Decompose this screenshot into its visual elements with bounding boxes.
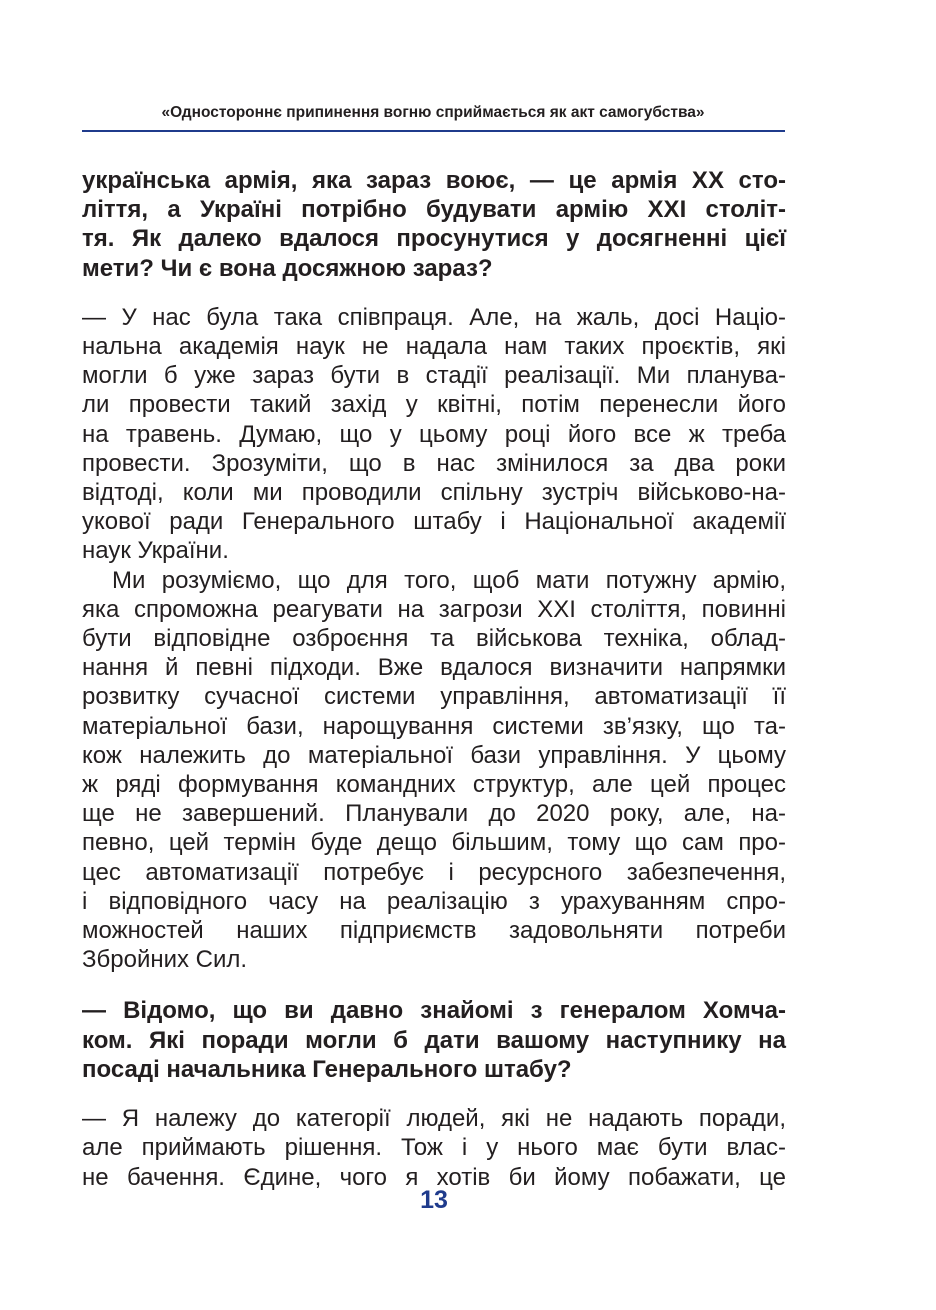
text-line: Збройних Сил. <box>82 946 248 974</box>
question-2 <box>82 996 786 1084</box>
text-line: цес автоматизації потребує і ресурсного забезпечення, <box>82 858 786 886</box>
text-line: ком. Які поради могли б дати вашому наступнику на <box>82 1026 786 1054</box>
question-1 <box>82 166 786 283</box>
text-line: нання й певні підходи. Вже вдалося визначити напрямки <box>82 654 786 682</box>
text-line: і відповідного часу на реалізацію з урахуванням спро- <box>82 887 786 915</box>
text-line: наук України. <box>82 537 229 565</box>
text-line: але приймають рішення. Тож і у нього має бути влас- <box>82 1134 786 1162</box>
text-line: — Відомо, що ви давно знайомі з генералом Хомча- <box>82 997 786 1025</box>
answer-1-paragraph-1 <box>82 303 786 566</box>
text-line: укової ради Генерального штабу і Національної академії <box>82 508 786 536</box>
paragraph-gap <box>82 974 786 996</box>
text-line: певно, цей термін буде дещо більшим, тому що сам про- <box>82 829 786 857</box>
text-line: відтоді, коли ми проводили спільну зустріч військово-на- <box>82 479 786 507</box>
text-line: ли провести такий захід у квітні, потім перенесли його <box>82 391 786 419</box>
text-line: посаді начальника Генерального штабу? <box>82 1055 572 1083</box>
text-line: нальна академія наук не надала нам таких проєктів, які <box>82 333 786 361</box>
text-line: могли б уже зараз бути в стадії реалізації. Ми планува- <box>82 362 786 390</box>
answer-2 <box>82 1104 786 1192</box>
page-number: 13 <box>420 1186 448 1214</box>
paragraph-gap <box>82 283 786 303</box>
paragraph-gap <box>82 1084 786 1104</box>
text-line: ліття, а Україні потрібно будувати армію XXI століт- <box>82 196 786 224</box>
text-line: не бачення. Єдине, чого я хотів би йому побажати, це <box>82 1163 786 1191</box>
article-body <box>82 166 786 1192</box>
answer-1-paragraph-2 <box>82 566 786 975</box>
text-line: українська армія, яка зараз воює, — це армія XX сто- <box>82 167 786 194</box>
header-rule <box>82 130 785 132</box>
text-line: тя. Як далеко вдалося просунутися у досягненні цієї <box>82 225 786 253</box>
text-line: матеріальної бази, нарощування системи зв’язку, що та- <box>82 712 786 740</box>
text-line: — Я належу до категорії людей, які не надають поради, <box>82 1105 786 1133</box>
text-line: — У нас була така співпраця. Але, на жаль, досі Націо- <box>82 303 786 331</box>
text-line: бути відповідне озброєння та військова техніка, облад- <box>82 625 786 653</box>
text-line: розвитку сучасної системи управління, автоматизації її <box>82 683 786 711</box>
text-line: яка спроможна реагувати на загрози XXI століття, повинні <box>82 595 786 623</box>
text-line: кож належить до матеріальної бази управління. У цьому <box>82 741 786 769</box>
text-line: мети? Чи є вона досяжною зараз? <box>82 254 493 282</box>
running-head: «Одностороннє припинення вогню сприймається як акт самогубства» <box>161 104 705 121</box>
text-line: провести. Зрозуміти, що в нас змінилося за два роки <box>82 449 786 477</box>
text-line: Ми розуміємо, що для того, щоб мати потужну армію, <box>112 566 786 594</box>
text-line: на травень. Думаю, що у цьому році його все ж треба <box>82 420 786 448</box>
text-line: ж ряді формування командних структур, але цей процес <box>82 771 786 799</box>
text-line: можностей наших підприємств задовольняти потреби <box>82 917 786 945</box>
text-line: ще не завершений. Планували до 2020 року, але, на- <box>82 800 786 828</box>
